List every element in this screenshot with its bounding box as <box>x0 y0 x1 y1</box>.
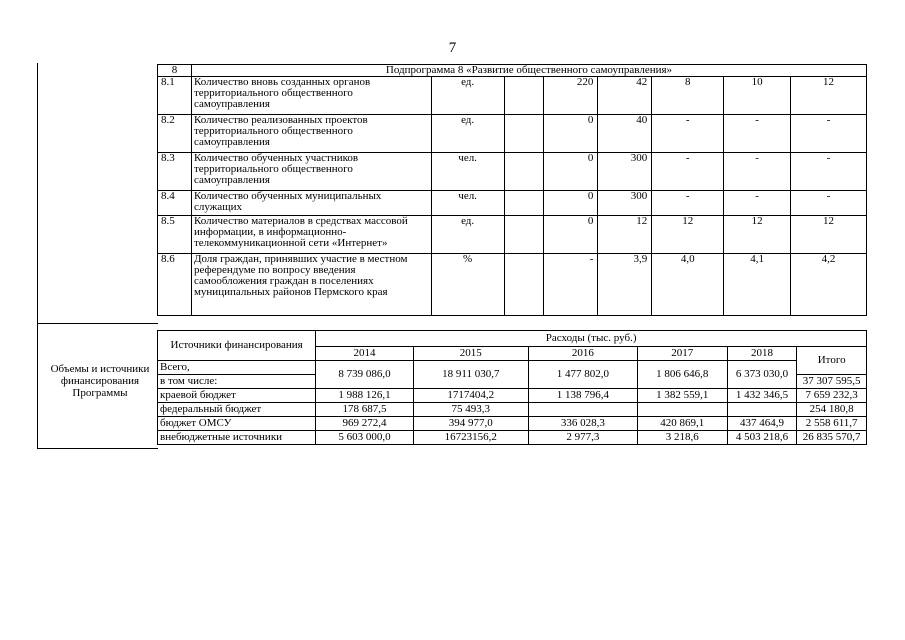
finance-value: 1 988 126,1 <box>316 389 414 403</box>
indicator-base <box>504 216 544 254</box>
indicator-unit: ед. <box>431 115 504 153</box>
grand-total-value: 37 307 595,5 <box>797 375 867 389</box>
finance-value: 1 382 559,1 <box>637 389 727 403</box>
finance-value: 16723156,2 <box>413 431 528 445</box>
indicator-row <box>158 77 867 115</box>
finance-total: 7 659 232,3 <box>797 389 867 403</box>
indicator-value-2014: 220 <box>544 77 598 115</box>
finance-value <box>528 403 637 417</box>
finance-source: бюджет ОМСУ <box>158 417 316 431</box>
indicator-unit: чел. <box>431 153 504 191</box>
indicator-value-2018: 12 <box>791 77 867 115</box>
indicator-value-2016: 8 <box>652 77 724 115</box>
left-column <box>37 63 158 449</box>
total-row <box>158 361 867 375</box>
total-label: Всего, <box>158 361 316 375</box>
indicator-number: 8.1 <box>158 77 192 115</box>
indicator-number: 8.4 <box>158 191 192 216</box>
indicator-value-2016: - <box>652 115 724 153</box>
finance-total: 254 180,8 <box>797 403 867 417</box>
total-value: 18 911 030,7 <box>413 361 528 389</box>
total-value: 8 739 086,0 <box>316 361 414 389</box>
indicator-name: Количество обученных участников территориального общественного самоуправления <box>191 153 431 191</box>
indicator-name: Количество обученных муниципальных служащих <box>191 191 431 216</box>
subprogram-header-row <box>158 65 867 77</box>
year-header: 2016 <box>528 347 637 361</box>
indicator-value-2018: 4,2 <box>791 254 867 316</box>
finance-source: внебюджетные источники <box>158 431 316 445</box>
indicator-value-2016: 4,0 <box>652 254 724 316</box>
indicator-base <box>504 77 544 115</box>
source-header: Источники финансирования <box>158 331 316 361</box>
finance-value: 437 464,9 <box>727 417 797 431</box>
finance-total: 2 558 611,7 <box>797 417 867 431</box>
finance-value: 1 432 346,5 <box>727 389 797 403</box>
indicator-value-2018: - <box>791 191 867 216</box>
indicator-value-2017: - <box>724 115 791 153</box>
finance-value: 1717404,2 <box>413 389 528 403</box>
finance-table <box>157 330 867 445</box>
indicator-number: 8.5 <box>158 216 192 254</box>
indicator-row <box>158 153 867 191</box>
indicator-unit: % <box>431 254 504 316</box>
indicator-value-2017: 12 <box>724 216 791 254</box>
indicator-base <box>504 191 544 216</box>
total-value: 1 477 802,0 <box>528 361 637 389</box>
finance-value: 2 977,3 <box>528 431 637 445</box>
indicator-value-2018: - <box>791 115 867 153</box>
expenses-header: Расходы (тыс. руб.) <box>316 331 867 347</box>
indicator-name: Доля граждан, принявших участие в местном референдуме по вопросу введения самообложения граждан в поселениях муниципальных районов Пермского края <box>191 254 431 316</box>
indicator-value-2017: - <box>724 191 791 216</box>
finance-value: 336 028,3 <box>528 417 637 431</box>
finance-value: 394 977,0 <box>413 417 528 431</box>
indicator-name: Количество вновь созданных органов территориального общественного самоуправления <box>191 77 431 115</box>
finance-value: 420 869,1 <box>637 417 727 431</box>
including-label: в том числе: <box>158 375 316 389</box>
indicator-value-2018: - <box>791 153 867 191</box>
indicator-row <box>158 216 867 254</box>
year-header: 2015 <box>413 347 528 361</box>
indicator-value-2015: 42 <box>598 77 652 115</box>
indicator-number: 8.2 <box>158 115 192 153</box>
indicator-row <box>158 254 867 316</box>
finance-value: 4 503 218,6 <box>727 431 797 445</box>
total-value: 1 806 646,8 <box>637 361 727 389</box>
indicator-name: Количество реализованных проектов территориального общественного самоуправления <box>191 115 431 153</box>
year-header: 2014 <box>316 347 414 361</box>
indicator-value-2015: 40 <box>598 115 652 153</box>
indicator-value-2018: 12 <box>791 216 867 254</box>
indicator-unit: чел. <box>431 191 504 216</box>
indicator-row <box>158 191 867 216</box>
indicator-value-2017: - <box>724 153 791 191</box>
finance-row <box>158 389 867 403</box>
indicator-value-2015: 12 <box>598 216 652 254</box>
year-header: 2018 <box>727 347 797 361</box>
indicator-value-2015: 300 <box>598 191 652 216</box>
finance-value: 75 493,3 <box>413 403 528 417</box>
finance-total: 26 835 570,7 <box>797 431 867 445</box>
indicator-value-2015: 300 <box>598 153 652 191</box>
indicator-number: 8.3 <box>158 153 192 191</box>
indicator-row <box>158 115 867 153</box>
indicator-value-2016: 12 <box>652 216 724 254</box>
indicator-base <box>504 153 544 191</box>
indicator-base <box>504 115 544 153</box>
indicator-value-2014: - <box>544 254 598 316</box>
indicator-value-2014: 0 <box>544 115 598 153</box>
left-column-divider <box>38 323 158 324</box>
indicator-value-2014: 0 <box>544 153 598 191</box>
subprogram-title: Подпрограмма 8 «Развитие общественного самоуправления» <box>191 65 866 77</box>
finance-value: 5 603 000,0 <box>316 431 414 445</box>
finance-value: 3 218,6 <box>637 431 727 445</box>
financing-section-label: Объемы и источники финансирования Программы <box>50 363 150 399</box>
year-header: 2017 <box>637 347 727 361</box>
indicator-value-2016: - <box>652 153 724 191</box>
finance-row <box>158 431 867 445</box>
finance-value: 1 138 796,4 <box>528 389 637 403</box>
indicators-table <box>157 64 867 316</box>
finance-header-row <box>158 331 867 347</box>
indicator-value-2014: 0 <box>544 216 598 254</box>
indicator-value-2016: - <box>652 191 724 216</box>
finance-row <box>158 403 867 417</box>
indicator-unit: ед. <box>431 77 504 115</box>
indicator-value-2017: 4,1 <box>724 254 791 316</box>
indicator-name: Количество материалов в средствах массовой информации, в информационно-телекоммуникационной сети «Интернет» <box>191 216 431 254</box>
indicator-value-2017: 10 <box>724 77 791 115</box>
page-number: 7 <box>448 40 457 56</box>
total-header: Итого <box>797 347 867 375</box>
indicator-value-2015: 3,9 <box>598 254 652 316</box>
indicator-value-2014: 0 <box>544 191 598 216</box>
indicator-unit: ед. <box>431 216 504 254</box>
finance-value: 969 272,4 <box>316 417 414 431</box>
finance-source: федеральный бюджет <box>158 403 316 417</box>
finance-row <box>158 417 867 431</box>
finance-value <box>727 403 797 417</box>
indicator-number: 8.6 <box>158 254 192 316</box>
finance-value: 178 687,5 <box>316 403 414 417</box>
subprogram-number: 8 <box>158 65 192 77</box>
finance-source: краевой бюджет <box>158 389 316 403</box>
total-value: 6 373 030,0 <box>727 361 797 389</box>
finance-value <box>637 403 727 417</box>
indicator-base <box>504 254 544 316</box>
